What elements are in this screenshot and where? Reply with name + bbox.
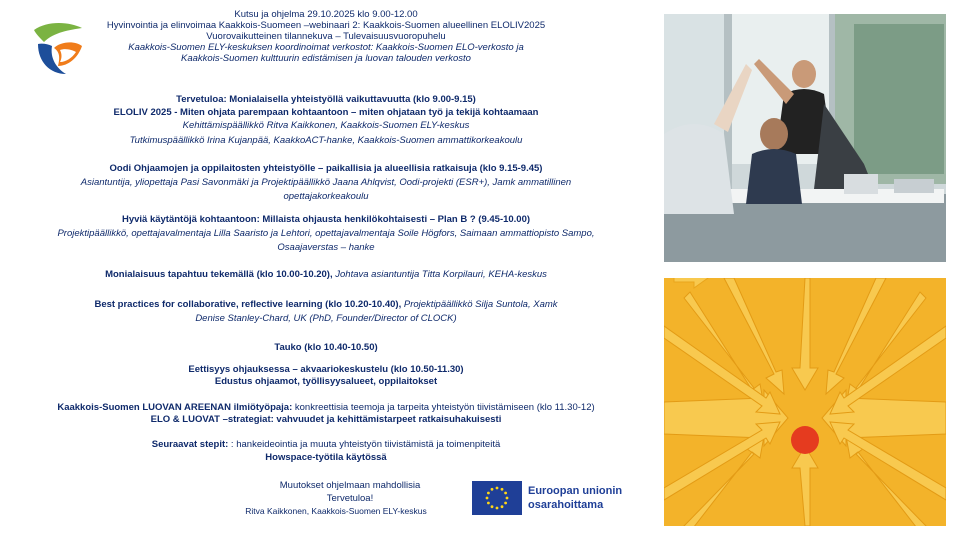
best-practices-speaker-1: Projektipäällikkö Silja Suntola, Xamk bbox=[401, 299, 558, 310]
eloliv-session-title: ELOLIV 2025 - Miten ohjata parempaan kohtaantoon – miten ohjataan työ ja tekijä kohtaamaan bbox=[113, 107, 539, 118]
monialaisuus-session bbox=[0, 269, 652, 280]
planb-session-title: Hyviä käytäntöjä kohtaantoon: Millaista ohjausta henkilökohtaisesti – Plan B ? (9.45-10.00) bbox=[121, 214, 531, 225]
office-high-five-photo bbox=[664, 14, 946, 262]
coordinator-line-1: Kaakkois-Suomen ELY-keskuksen koordinoimat verkostot: Kaakkois-Suomen ELO-verkosto ja bbox=[128, 42, 524, 53]
eu-flag-icon bbox=[472, 481, 522, 515]
invitation-date: Kutsu ja ohjelma 29.10.2025 klo 9.00-12.00 bbox=[234, 9, 418, 20]
eu-text-line-1: Euroopan unionin bbox=[528, 485, 623, 497]
eu-cofunded-logo bbox=[472, 481, 632, 515]
center-red-dot bbox=[791, 426, 819, 454]
coordinator-line-2: Kaakkois-Suomen kulttuurin edistämisen ja luovan talouden verkosto bbox=[181, 53, 471, 64]
arena-title: Kaakkois-Suomen LUOVAN AREENAN ilmiötyöpaja: bbox=[57, 402, 293, 413]
arena-session bbox=[0, 402, 652, 413]
welcome-session-title: Tervetuloa: Monialaisella yhteistyöllä vaikuttavuutta (klo 9.00-9.15) bbox=[176, 94, 476, 105]
planb-speaker-2: Osaajaverstas – hanke bbox=[277, 242, 375, 253]
eloliv-speaker-1: Kehittämispäällikkö Ritva Kaikkonen, Kaakkois-Suomen ELY-keskus bbox=[182, 120, 470, 131]
eloliv-speaker-2: Tutkimuspäällikkö Irina Kujanpää, KaakkoACT-hanke, Kaakkois-Suomen ammattikorkeakoulu bbox=[129, 135, 523, 146]
next-steps-text: : hankeideointia ja muuta yhteistyön tiivistämistä ja toimenpiteitä bbox=[228, 439, 501, 450]
oodi-speaker-1: Asiantuntija, yliopettaja Pasi Savonmäki ja Projektipäällikkö Jaana Ahlqvist, Oodi-projekti (ESR+), Jamk ammatillinen bbox=[80, 177, 572, 188]
monialaisuus-title: Monialaisuus tapahtuu tekemällä (klo 10.00-10.20), bbox=[105, 269, 333, 280]
ethics-session-subtitle: Edustus ohjaamot, työllisyysalueet, oppilaitokset bbox=[214, 376, 438, 387]
best-practices-title: Best practices for collaborative, reflective learning (klo 10.20-10.40), bbox=[94, 299, 402, 310]
eu-text-line-2: osarahoittama bbox=[528, 499, 604, 511]
converging-arrows-graphic bbox=[664, 278, 946, 526]
oodi-session-title: Oodi Ohjaamojen ja oppilaitosten yhteistyölle – paikallisia ja alueellisia ratkaisuja (klo 9.15-9.45) bbox=[109, 163, 543, 174]
footer-changes: Muutokset ohjelmaan mahdollisia bbox=[279, 480, 421, 491]
best-practices-session bbox=[0, 299, 652, 310]
planb-speaker-1: Projektipäällikkö, opettajavalmentaja Lilla Saaristo ja Lehtori, opettajavalmentaja Soile Högfors, Saimaan ammattiopisto Sampo, bbox=[57, 228, 595, 239]
arena-subtitle: ELO & LUOVAT –strategiat: vahvuudet ja kehittämistarpeet ratkaisuhakuisesti bbox=[150, 414, 502, 425]
eu-text bbox=[528, 484, 622, 512]
best-practices-speaker-2: Denise Stanley-Chard, UK (PhD, Founder/Director of CLOCK) bbox=[195, 313, 457, 324]
footer-welcome: Tervetuloa! bbox=[326, 493, 374, 504]
break-title: Tauko (klo 10.40-10.50) bbox=[274, 342, 378, 353]
howspace-line: Howspace-työtila käytössä bbox=[265, 452, 387, 463]
next-steps bbox=[0, 439, 652, 450]
monialaisuus-speaker: Johtava asiantuntija Titta Korpilauri, KEHA-keskus bbox=[332, 269, 547, 280]
event-title: Hyvinvointia ja elinvoimaa Kaakkois-Suomeen –webinaari 2: Kaakkois-Suomen alueellinen ELOLIV2025 bbox=[106, 20, 546, 31]
oodi-speaker-2: opettajakorkeakoulu bbox=[283, 191, 369, 202]
event-subtitle: Vuorovaikutteinen tilannekuva – Tulevaisuusvuoropuhelu bbox=[206, 31, 446, 42]
ethics-session-title: Eettisyys ohjauksessa – akvaariokeskustelu (klo 10.50-11.30) bbox=[188, 364, 464, 375]
arena-text: konkreettisia teemoja ja tarpeita yhteistyön tiivistämiseen (klo 11.30-12) bbox=[292, 402, 595, 413]
next-steps-title: Seuraavat stepit: bbox=[151, 439, 229, 450]
footer-signature: Ritva Kaikkonen, Kaakkois-Suomen ELY-keskus bbox=[245, 506, 427, 516]
